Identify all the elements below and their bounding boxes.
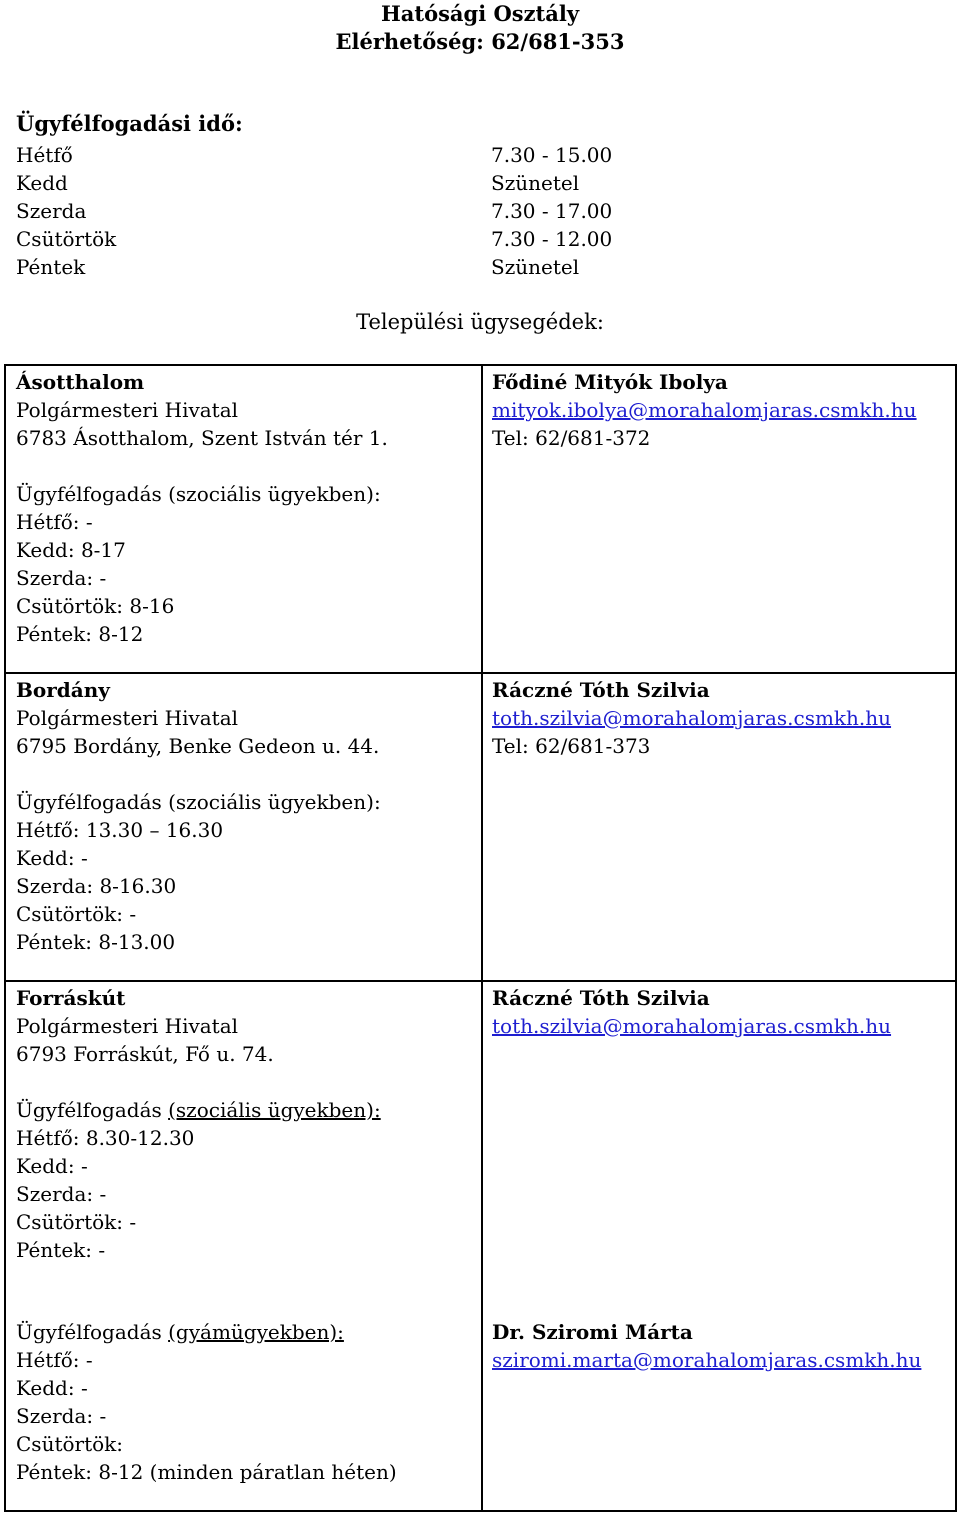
reception-hours: Szerda: -: [16, 566, 107, 590]
reception-hours: Kedd: -: [16, 846, 88, 870]
contact-cell-asotthalom: [492, 368, 952, 452]
settlement-office: Polgármesteri Hivatal: [16, 706, 239, 730]
reception-title: Ügyfélfogadás (szociális ügyekben):: [16, 482, 381, 506]
reception-hours: Szerda: -: [16, 1182, 107, 1206]
reception-title-prefix: Ügyfélfogadás: [16, 1098, 169, 1122]
contact-name: Fődiné Mityók Ibolya: [492, 370, 728, 394]
reception-hours: Péntek: -: [16, 1238, 106, 1262]
contact2-email-link[interactable]: sziromi.marta@morahalomjaras.csmkh.hu: [492, 1348, 922, 1372]
office-hours-day: Hétfő: [16, 143, 73, 167]
settlement-address: 6783 Ásotthalom, Szent István tér 1.: [16, 426, 388, 450]
table-row-divider: [6, 980, 955, 982]
reception-hours: Hétfő: 13.30 – 16.30: [16, 818, 224, 842]
reception-title: Ügyfélfogadás (szociális ügyekben):: [16, 790, 381, 814]
reception-hours: Szerda: 8-16.30: [16, 874, 177, 898]
contact-tel: Tel: 62/681-373: [492, 734, 651, 758]
reception-hours: Kedd: -: [16, 1154, 88, 1178]
contacts-table: [4, 364, 957, 1512]
reception2-hours: Csütörtök:: [16, 1432, 124, 1456]
office-hours-time: Szünetel: [491, 255, 580, 279]
contact-cell-forraskut: [492, 984, 952, 1040]
settlement-address: 6793 Forráskút, Fő u. 74.: [16, 1042, 274, 1066]
contact-email-link[interactable]: toth.szilvia@morahalomjaras.csmkh.hu: [492, 1014, 892, 1038]
reception-hours: Csütörtök: 8-16: [16, 594, 175, 618]
page-contact: Elérhetőség: 62/681-353: [335, 29, 625, 54]
office-hours-day: Csütörtök: [16, 227, 117, 251]
reception2-title: [16, 1318, 476, 1346]
guardianship-cell: [16, 1318, 476, 1486]
office-hours-title: Ügyfélfogadási idő:: [16, 111, 243, 136]
guardianship-contact-cell: [492, 1318, 952, 1374]
settlement-cell-forraskut: [16, 984, 476, 1264]
office-hours-day: Péntek: [16, 255, 86, 279]
settlement-cell-bordany: [16, 676, 476, 956]
settlement-address: 6795 Bordány, Benke Gedeon u. 44.: [16, 734, 380, 758]
reception-hours: Péntek: 8-12: [16, 622, 144, 646]
reception-title-underlined: (szociális ügyekben):: [168, 1098, 381, 1122]
reception-hours: Csütörtök: -: [16, 1210, 137, 1234]
settlement-name: Ásotthalom: [16, 370, 145, 394]
settlement-office: Polgármesteri Hivatal: [16, 1014, 239, 1038]
settlement-name: Forráskút: [16, 986, 126, 1010]
table-row-divider: [6, 672, 955, 674]
office-hours-time: 7.30 - 15.00: [491, 143, 613, 167]
reception-hours: Hétfő: 8.30-12.30: [16, 1126, 195, 1150]
page-header: [0, 0, 960, 56]
contact-cell-bordany: [492, 676, 952, 760]
office-hours-day: Szerda: [16, 199, 87, 223]
settlement-name: Bordány: [16, 678, 110, 702]
settlement-cell-asotthalom: [16, 368, 476, 648]
reception2-title-underlined: (gyámügyekben):: [168, 1320, 344, 1344]
table-divider: [481, 366, 483, 1510]
reception2-title-prefix: Ügyfélfogadás: [16, 1320, 169, 1344]
contact-name: Ráczné Tóth Szilvia: [492, 986, 710, 1010]
contact2-name: Dr. Sziromi Márta: [492, 1320, 693, 1344]
office-hours-day: Kedd: [16, 171, 68, 195]
settlement-office: Polgármesteri Hivatal: [16, 398, 239, 422]
contact-email-link[interactable]: mityok.ibolya@morahalomjaras.csmkh.hu: [492, 398, 917, 422]
contact-email-link[interactable]: toth.szilvia@morahalomjaras.csmkh.hu: [492, 706, 892, 730]
office-hours-time: 7.30 - 17.00: [491, 199, 613, 223]
office-hours-time: Szünetel: [491, 171, 580, 195]
reception-hours: Hétfő: -: [16, 510, 93, 534]
reception-hours: Péntek: 8-13.00: [16, 930, 176, 954]
reception-title: [16, 1096, 476, 1124]
reception2-hours: Hétfő: -: [16, 1348, 93, 1372]
office-hours-time: 7.30 - 12.00: [491, 227, 613, 251]
contact-name: Ráczné Tóth Szilvia: [492, 678, 710, 702]
page-title: Hatósági Osztály: [380, 1, 580, 26]
reception2-hours: Kedd: -: [16, 1376, 88, 1400]
reception2-hours: Péntek: 8-12 (minden páratlan héten): [16, 1460, 397, 1484]
section-subtitle: Települési ügysegédek:: [356, 310, 604, 334]
reception2-hours: Szerda: -: [16, 1404, 107, 1428]
reception-hours: Csütörtök: -: [16, 902, 137, 926]
contact-tel: Tel: 62/681-372: [492, 426, 651, 450]
reception-hours: Kedd: 8-17: [16, 538, 126, 562]
